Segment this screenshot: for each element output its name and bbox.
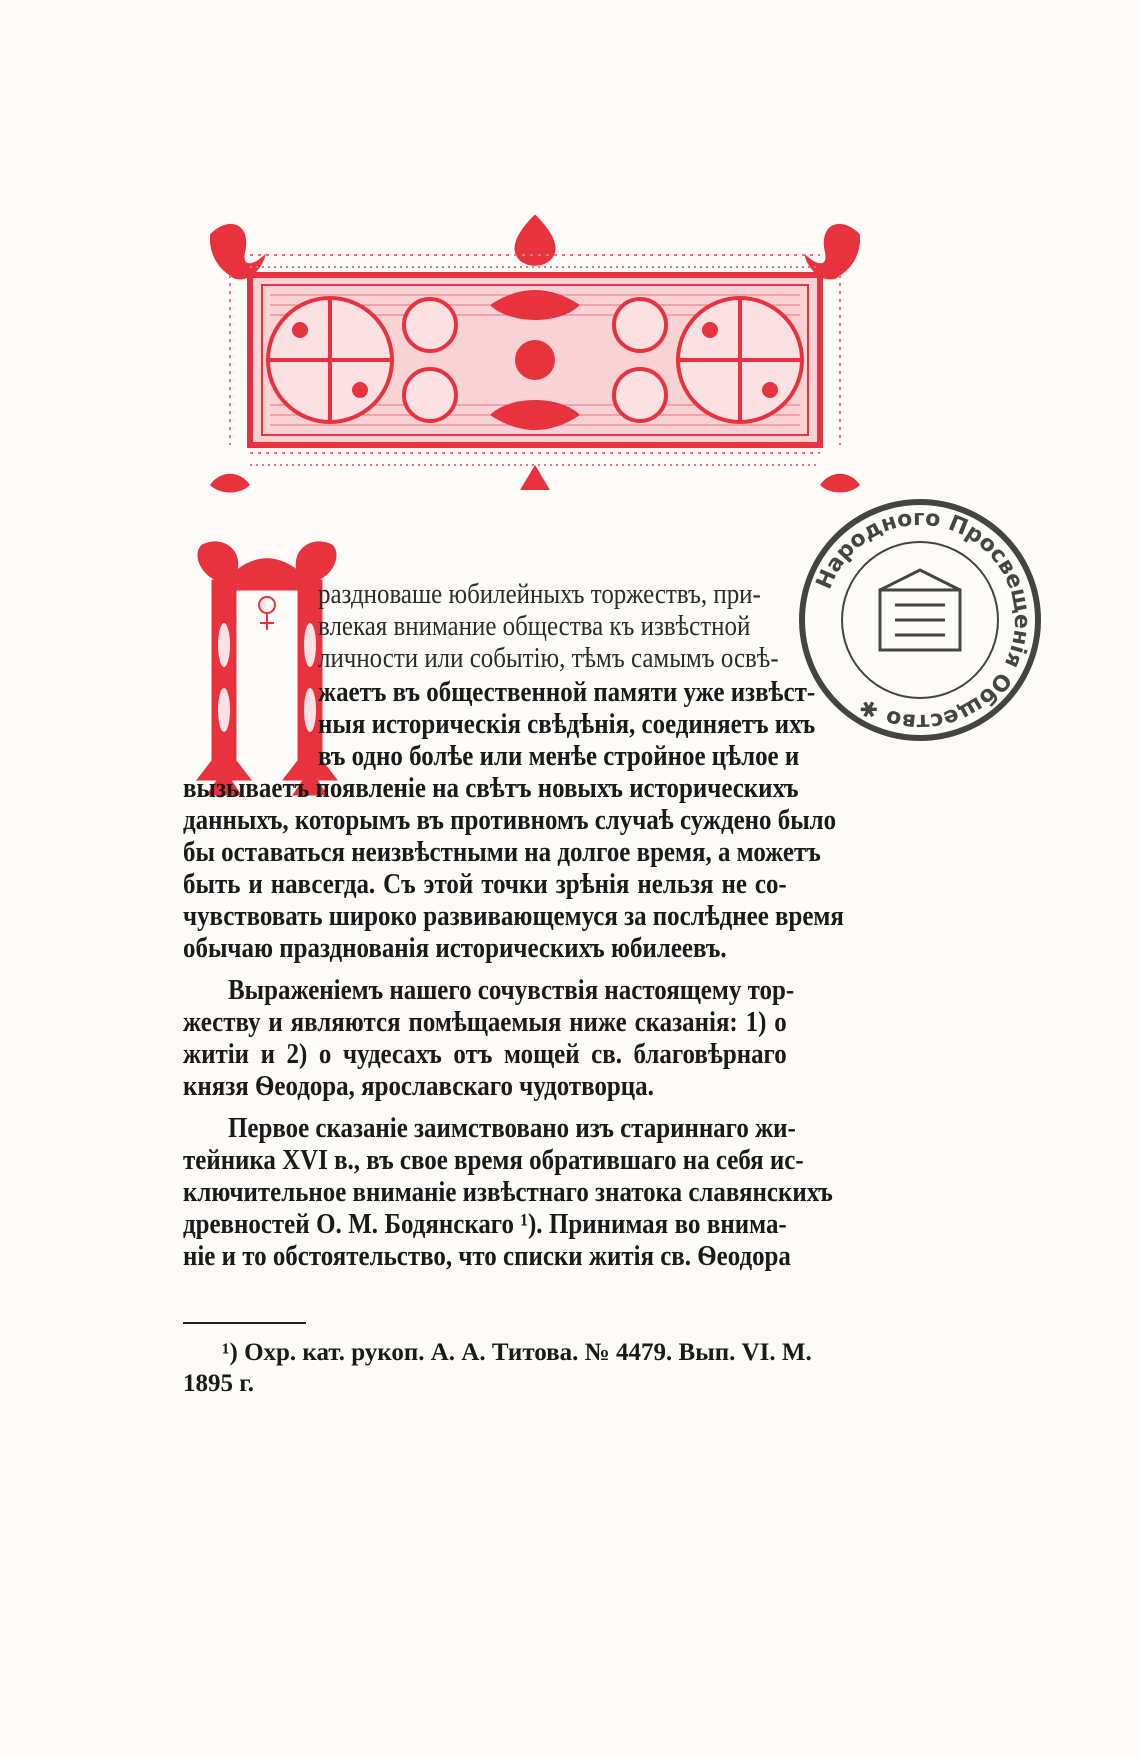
body-line-6: въ одно болѣе или менѣе стройное цѣлое и bbox=[318, 740, 800, 772]
ornamental-headpiece bbox=[210, 215, 860, 505]
body-line-11: чувствовать широко развивающемуся за послѣднее время bbox=[183, 900, 844, 932]
stamp-text: Народного Просвещенія Общество ✱ bbox=[811, 505, 1035, 735]
body-line-13: Выраженіемъ нашего сочувствія настоящему тор- bbox=[228, 974, 795, 1006]
body-line-14: жеству и являются помѣщаемыя ниже сказанія: 1) о bbox=[183, 1006, 787, 1038]
body-line-10: быть и навсегда. Съ этой точки зрѣнія нельзя не со- bbox=[183, 868, 787, 900]
body-line-4: жаетъ въ общественной памяти уже извѣст- bbox=[318, 676, 816, 708]
body-line-1: раздноваше юбилейныхъ торжествъ, при- bbox=[318, 578, 761, 610]
body-line-20: древностей О. М. Бодянскаго ¹). Принимая во внима- bbox=[183, 1208, 787, 1240]
library-stamp bbox=[795, 495, 1045, 745]
body-line-2: влекая внимание общества къ извѣстной bbox=[318, 610, 751, 642]
body-line-15: житіи и 2) о чудесахъ отъ мощей св. благовѣрнаго bbox=[183, 1038, 787, 1070]
body-line-18: тейника XVI в., въ свое время обратившаго на себя ис- bbox=[183, 1144, 804, 1176]
footnote-line-2: 1895 г. bbox=[183, 1370, 255, 1397]
footnote-rule bbox=[183, 1322, 306, 1324]
body-line-3: личности или событію, тѣмъ самымъ освѣ- bbox=[318, 642, 779, 674]
body-line-19: ключительное вниманіе извѣстнаго знатока славянскихъ bbox=[183, 1176, 833, 1208]
body-line-7: вызываетъ появленіе на свѣтъ новыхъ историческихъ bbox=[183, 772, 799, 804]
body-line-21: ніе и то обстоятельство, что списки житія св. Ѳеодора bbox=[183, 1240, 791, 1272]
body-line-8: данныхъ, которымъ въ противномъ случаѣ суждено было bbox=[183, 804, 837, 836]
body-line-9: бы оставаться неизвѣстными на долгое время, а можетъ bbox=[183, 836, 821, 868]
body-line-17: Первое сказаніе заимствовано изъ стариннаго жи- bbox=[228, 1112, 796, 1144]
footnote-line-1: ¹) Охр. кат. рукоп. А. А. Титова. № 4479. Вып. VI. М. bbox=[222, 1339, 812, 1366]
body-line-5: ныя историческія свѣдѣнія, соединяетъ ихъ bbox=[318, 708, 816, 740]
body-line-12: обычаю празднованія историческихъ юбилеевъ. bbox=[183, 932, 727, 964]
body-line-16: князя Ѳеодора, ярославскаго чудотворца. bbox=[183, 1070, 654, 1102]
